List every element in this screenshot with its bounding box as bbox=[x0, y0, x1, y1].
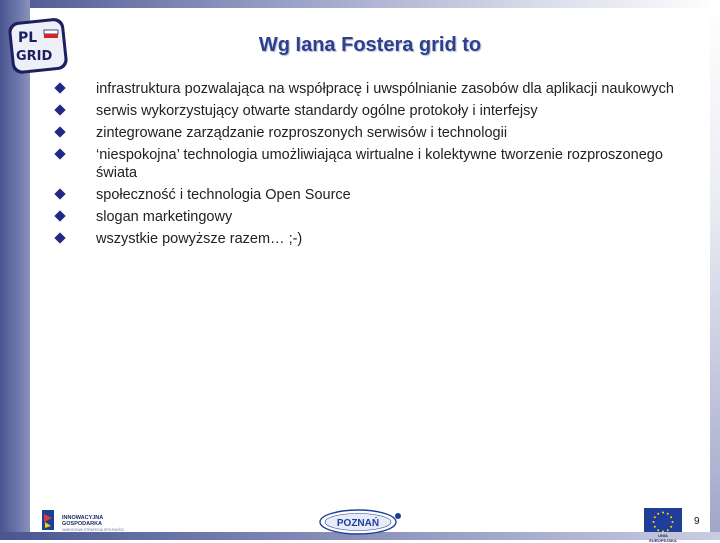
bullet-item bbox=[54, 186, 674, 204]
innowacyjna-gospodarka-logo bbox=[40, 508, 130, 534]
diamond-bullet-icon bbox=[54, 232, 65, 243]
bullet-list bbox=[54, 80, 674, 252]
frame-top-border bbox=[0, 0, 720, 8]
bullet-item bbox=[54, 102, 674, 120]
diamond-bullet-icon bbox=[54, 126, 65, 137]
bullet-item bbox=[54, 208, 674, 226]
bullet-item bbox=[54, 146, 674, 182]
plgrid-logo-line1: PL bbox=[18, 30, 38, 46]
frame-left-border bbox=[0, 0, 30, 540]
ig-logo-line2: GOSPODARKA bbox=[62, 521, 103, 527]
page-number: 9 bbox=[694, 516, 700, 527]
bullet-item bbox=[54, 124, 674, 142]
poznan-logo bbox=[318, 508, 404, 536]
eu-caption: UNIA EUROPEJSKA bbox=[649, 533, 677, 543]
bullet-text: zintegrowane zarządzanie rozproszonych serwisów i technologii bbox=[96, 125, 508, 141]
plgrid-logo bbox=[4, 14, 70, 78]
ig-logo-line3: NARODOWA STRATEGIA SPÓJNOŚCI bbox=[62, 528, 125, 532]
diamond-bullet-icon bbox=[54, 210, 65, 221]
ig-emblem-icon bbox=[40, 508, 56, 532]
bullet-text: ‘niespokojna’ technologia umożliwiająca wirtualne i kolektywne tworzenie rozproszonego świata bbox=[96, 147, 663, 181]
eu-flag-icon bbox=[644, 508, 682, 532]
ig-logo-line1: INNOWACYJNA bbox=[62, 515, 104, 521]
diamond-bullet-icon bbox=[54, 82, 65, 93]
bullet-text: społeczność i technologia Open Source bbox=[96, 187, 351, 203]
frame-right-border bbox=[710, 0, 720, 540]
diamond-bullet-icon bbox=[54, 188, 65, 199]
poznan-logo-text: POZNAŃ bbox=[336, 518, 380, 529]
bullet-item bbox=[54, 80, 674, 98]
bullet-text: wszystkie powyższe razem… ;-) bbox=[96, 231, 303, 247]
diamond-bullet-icon bbox=[54, 148, 65, 159]
bullet-text: serwis wykorzystujący otwarte standardy ogólne protokoły i interfejsy bbox=[96, 103, 538, 119]
diamond-bullet-icon bbox=[54, 104, 65, 115]
plgrid-logo-line2: GRID bbox=[16, 49, 53, 64]
bullet-text: slogan marketingowy bbox=[96, 209, 233, 225]
bullet-item bbox=[54, 230, 674, 248]
slide-title: Wg Iana Fostera grid to bbox=[258, 34, 482, 56]
bullet-text: infrastruktura pozwalająca na współpracę i uwspólnianie zasobów dla aplikacji naukowych bbox=[96, 81, 674, 97]
